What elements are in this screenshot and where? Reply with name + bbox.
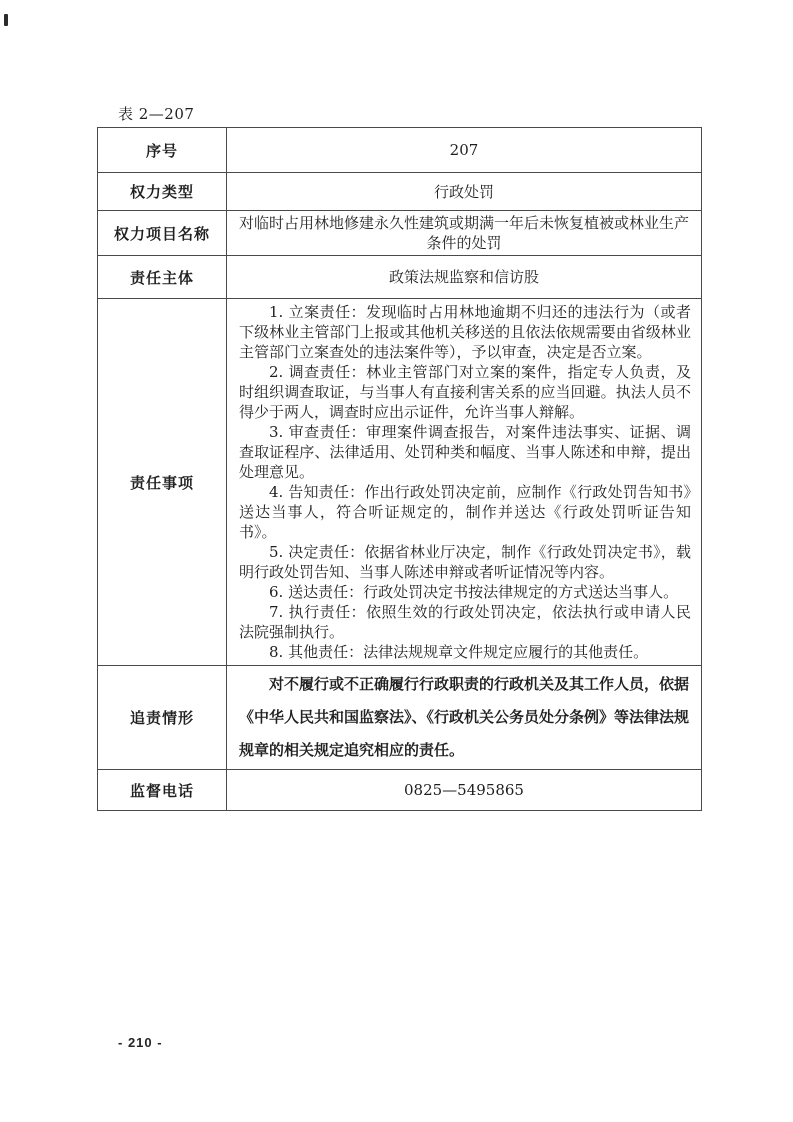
scan-artifact	[4, 14, 8, 26]
duty-item-7: 7. 执行责任：依照生效的行政处罚决定，依法执行或申请人民法院强制执行。	[239, 603, 691, 641]
power-type-label: 权力类型	[98, 173, 227, 211]
power-item-name-value: 对临时占用林地修建永久性建筑或期满一年后未恢复植被或林业生产条件的处罚	[227, 211, 702, 256]
duty-item-5: 5. 决定责任：依据省林业厅决定，制作《行政处罚决定书》，载明行政处罚告知、当事人陈述申辩或者听证情况等内容。	[239, 543, 691, 581]
table-row	[98, 770, 702, 811]
supervision-phone-label: 监督电话	[98, 770, 227, 811]
table-row	[98, 299, 702, 666]
duty-item-2: 2. 调查责任：林业主管部门对立案的案件，指定专人负责，及时组织调查取证，与当事人有直接利害关系的应当回避。执法人员不得少于两人，调查时应出示证件，允许当事人辩解。	[239, 363, 691, 421]
table-row	[98, 173, 702, 211]
accountability-text: 对不履行或不正确履行行政职责的行政机关及其工作人员，依据《中华人民共和国监察法》、《行政机关公务员处分条例》等法律法规规章的相关规定追究相应的责任。	[239, 675, 690, 759]
accountability-value	[227, 666, 702, 770]
table-row	[98, 211, 702, 256]
serial-label: 序号	[98, 128, 227, 173]
duty-matters-value	[227, 299, 702, 666]
duty-matters-label: 责任事项	[98, 299, 227, 666]
power-type-value: 行政处罚	[227, 173, 702, 211]
supervision-phone-value: 0825—5495865	[227, 770, 702, 811]
responsible-entity-label: 责任主体	[98, 256, 227, 299]
serial-value: 207	[227, 128, 702, 173]
duty-item-6: 6. 送达责任：行政处罚决定书按法律规定的方式送达当事人。	[269, 583, 679, 601]
power-responsibility-table	[97, 127, 702, 811]
accountability-label: 追责情形	[98, 666, 227, 770]
duty-item-4: 4. 告知责任：作出行政处罚决定前，应制作《行政处罚告知书》送达当事人，符合听证规定的，制作并送达《行政处罚听证告知书》。	[239, 483, 691, 541]
table-row	[98, 666, 702, 770]
responsible-entity-value: 政策法规监察和信访股	[227, 256, 702, 299]
duty-item-1: 1. 立案责任：发现临时占用林地逾期不归还的违法行为（或者下级林业主管部门上报或其他机关移送的且依法依规需要由省级林业主管部门立案查处的违法案件等），予以审查，决定是否立案。	[239, 303, 691, 361]
duty-item-8: 8. 其他责任：法律法规规章文件规定应履行的其他责任。	[269, 643, 649, 661]
duty-item-3: 3. 审查责任：审理案件调查报告，对案件违法事实、证据、调查取证程序、法律适用、处罚种类和幅度、当事人陈述和申辩，提出处理意见。	[239, 423, 691, 481]
power-item-name-label: 权力项目名称	[98, 211, 227, 256]
page-number: - 210 -	[118, 1035, 163, 1050]
table-row	[98, 128, 702, 173]
table-caption: 表 2—207	[118, 105, 195, 123]
table-row	[98, 256, 702, 299]
